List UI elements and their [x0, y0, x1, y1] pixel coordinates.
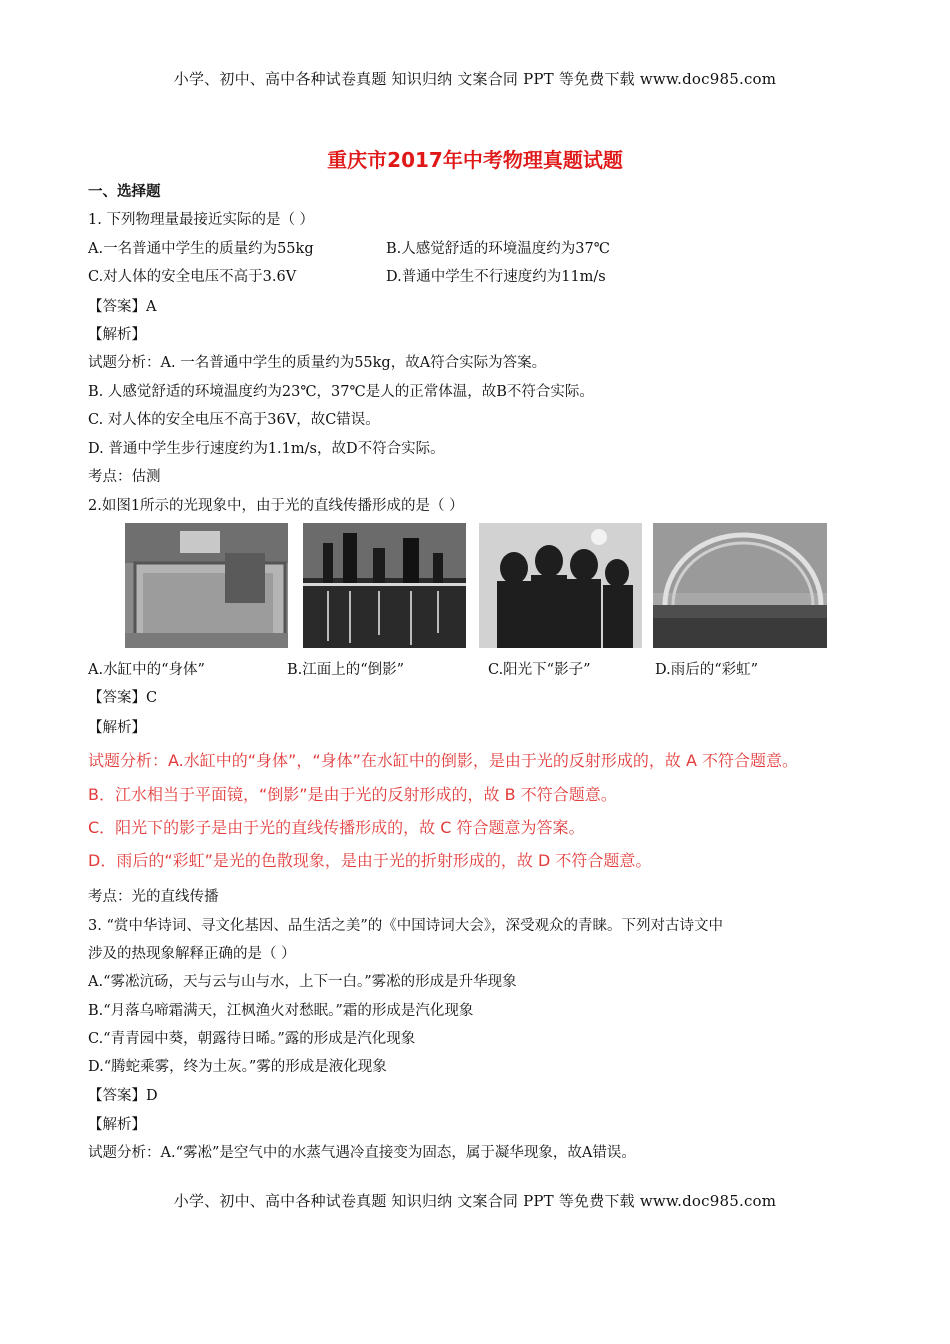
q1-answer: 【答案】A [88, 299, 157, 315]
photo-river-reflection [303, 523, 466, 648]
section-heading: 一、选择题 [88, 184, 161, 200]
q2-analysis-line: 试题分析：A.水缸中的“身体”，“身体”在水缸中的倒影，是由于光的反射形成的，故 A 不符合题意。 [88, 751, 799, 770]
q1-analysis-line: C. 对人体的安全电压不高于36V，故C错误。 [88, 412, 380, 428]
q3-stem-cont: 涉及的热现象解释正确的是（ ） [88, 946, 296, 962]
q3-option-c: C.“青青园中葵，朝露待日晞。”露的形成是汽化现象 [88, 1031, 416, 1047]
q1-option-c: C.对人体的安全电压不高于3.6V [88, 269, 297, 285]
page-title: 重庆市2017年中考物理真题试题 [327, 148, 623, 172]
q2-analysis-line: B．江水相当于平面镜，“倒影”是由于光的反射形成的，故 B 不符合题意。 [88, 785, 617, 804]
photo-sunlight-shadows [479, 523, 642, 648]
q2-option-b: B.江面上的“倒影” [287, 662, 405, 678]
q1-options-row1 [88, 239, 868, 259]
q3-option-a: A.“雾凇沆砀，天与云与山与水，上下一白。”雾凇的形成是升华现象 [88, 974, 517, 990]
q1-option-b: B.人感觉舒适的环境温度约为37℃ [386, 241, 610, 257]
q3-analysis-line: 试题分析：A.“雾凇”是空气中的水蒸气遇冷直接变为固态，属于凝华现象，故A错误。 [88, 1145, 636, 1161]
q2-option-d: D.雨后的“彩虹” [655, 662, 759, 678]
q1-point: 考点：估测 [88, 469, 161, 485]
q3-option-d: D.“腾蛇乘雾，终为土灰。”雾的形成是液化现象 [88, 1059, 387, 1075]
q2-option-c: C.阳光下“影子” [488, 662, 591, 678]
page-header: 小学、初中、高中各种试卷真题 知识归纳 文案合同 PPT 等免费下载 www.doc985.com [173, 70, 777, 88]
q2-analysis-line: D．雨后的“彩虹”是光的色散现象，是由于光的折射形成的，故 D 不符合题意。 [88, 851, 652, 870]
q2-analysis-line: C．阳光下的影子是由于光的直线传播形成的，故 C 符合题意为答案。 [88, 818, 585, 837]
q1-option-d: D.普通中学生不行速度约为11m/s [386, 269, 606, 285]
q3-stem: 3. “赏中华诗词、寻文化基因、品生活之美”的《中国诗词大会》，深受观众的青睐。下列对古诗文中 [88, 918, 724, 934]
q2-answer: 【答案】C [88, 690, 158, 706]
q2-option-a: A.水缸中的“身体” [88, 662, 205, 678]
q1-options-row2 [88, 267, 868, 287]
photo-rainbow [653, 523, 827, 648]
q1-option-a: A.一名普通中学生的质量约为55kg [88, 241, 314, 257]
q1-stem: 1. 下列物理量最接近实际的是（ ） [88, 212, 315, 228]
q3-analysis-label: 【解析】 [88, 1117, 146, 1133]
q1-analysis-line: 试题分析：A. 一名普通中学生的质量约为55kg，故A符合实际为答案。 [88, 355, 547, 371]
q1-analysis-label: 【解析】 [88, 327, 146, 343]
q1-analysis-line: B. 人感觉舒适的环境温度约为23℃，37℃是人的正常体温，故B不符合实际。 [88, 384, 594, 400]
q2-point: 考点：光的直线传播 [88, 889, 219, 905]
figure-1-photos [125, 523, 827, 648]
q2-stem: 2.如图1所示的光现象中，由于光的直线传播形成的是（ ） [88, 498, 464, 514]
page-footer: 小学、初中、高中各种试卷真题 知识归纳 文案合同 PPT 等免费下载 www.doc985.com [173, 1192, 777, 1210]
q3-answer: 【答案】D [88, 1088, 158, 1104]
q3-option-b: B.“月落乌啼霜满天，江枫渔火对愁眠。”霜的形成是汽化现象 [88, 1003, 474, 1019]
q1-analysis-line: D. 普通中学生步行速度约为1.1m/s，故D不符合实际。 [88, 441, 445, 457]
photo-water-tank [125, 523, 288, 648]
q2-analysis-label: 【解析】 [88, 720, 146, 736]
